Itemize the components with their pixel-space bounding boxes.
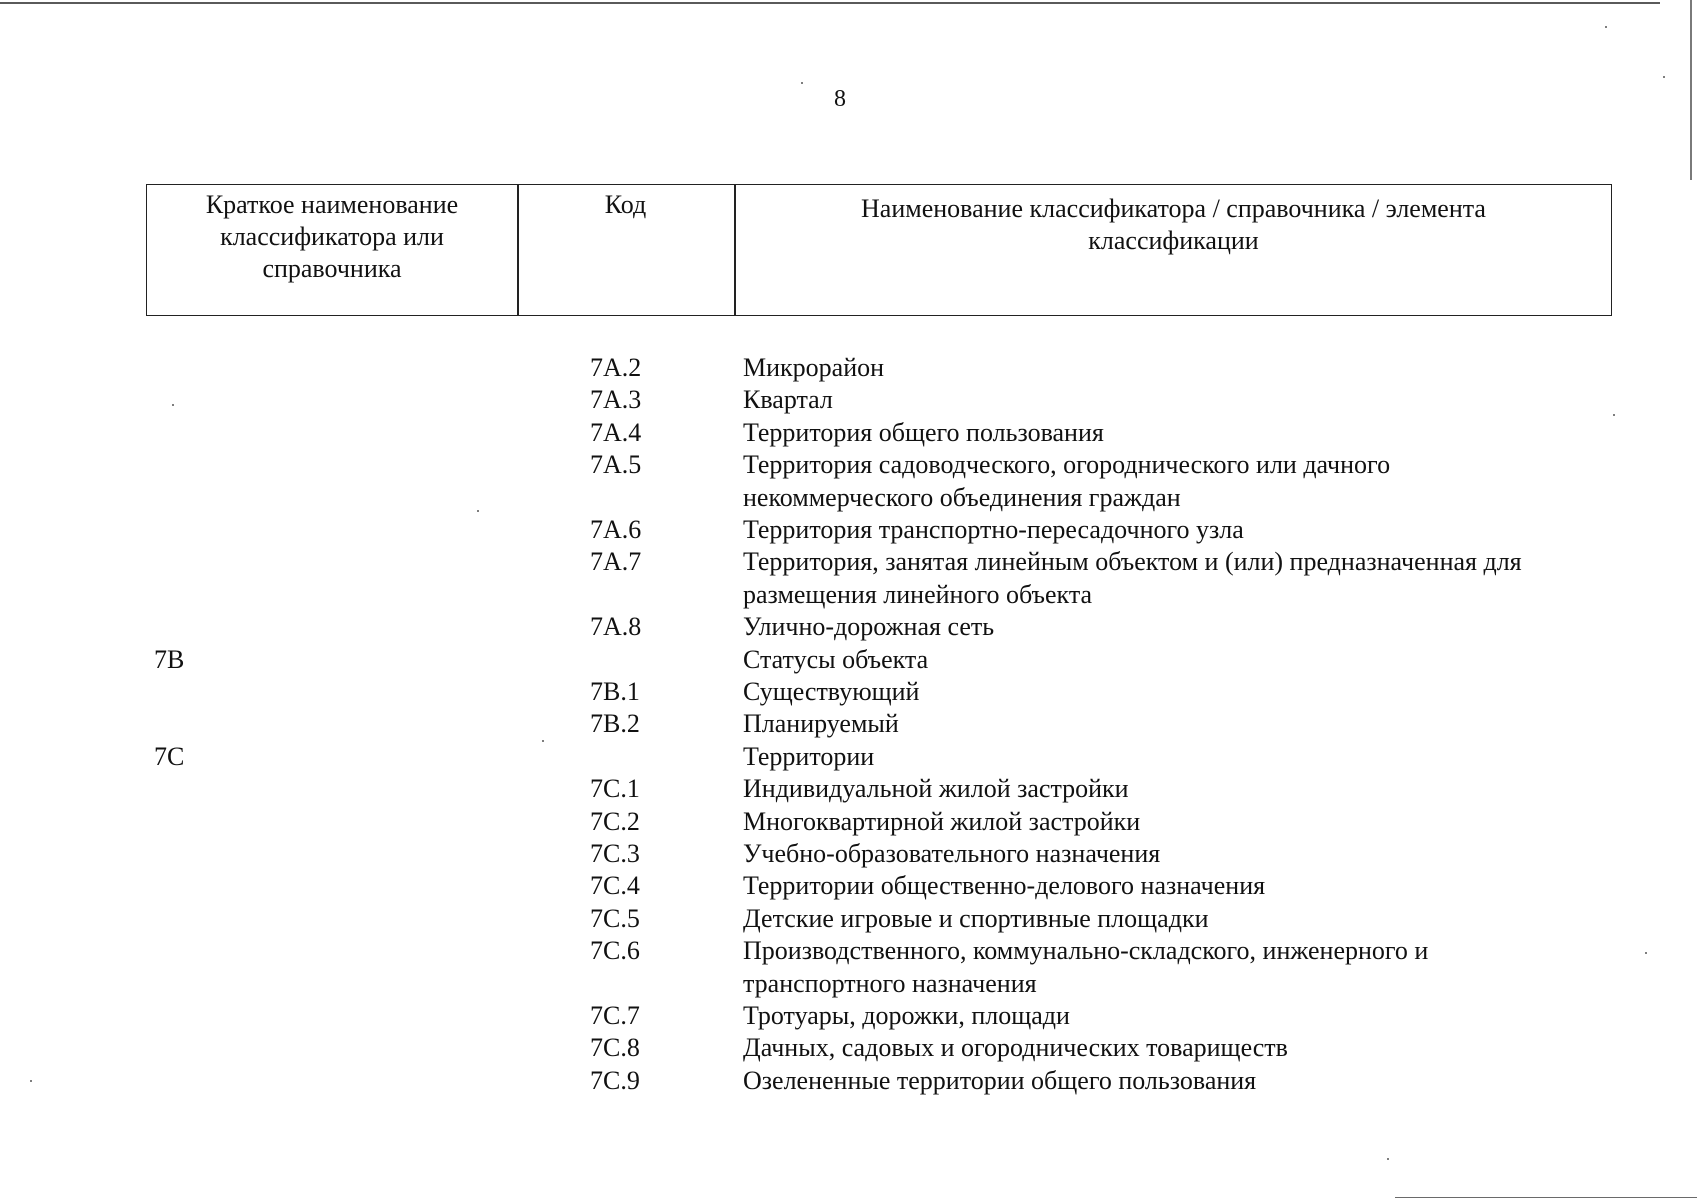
item-name: Территория садоводческого, огороднического или дачного — [743, 450, 1391, 480]
item-code: 7A.3 — [590, 385, 642, 415]
scan-speck — [30, 1080, 32, 1082]
item-name: Производственного, коммунально-складского, инженерного и — [743, 936, 1429, 966]
item-name: Тротуары, дорожки, площади — [743, 1001, 1070, 1030]
item-code: 7B.2 — [590, 709, 640, 739]
scan-speck — [542, 740, 544, 742]
item-code: 7B.1 — [590, 677, 640, 706]
item-name: Планируемый — [743, 709, 899, 739]
item-name: Существующий — [743, 677, 920, 706]
item-name: транспортного назначения — [743, 968, 1037, 998]
item-code: 7C.5 — [590, 903, 640, 933]
item-name: Микрорайон — [743, 353, 885, 382]
item-code: 7A.8 — [590, 612, 642, 642]
scan-edge-bottom — [1395, 1197, 1697, 1198]
header-code: Код — [604, 190, 647, 219]
scan-speck — [1387, 1158, 1389, 1160]
item-code: 7C.4 — [590, 871, 640, 901]
item-name: Территория общего пользования — [743, 417, 1104, 447]
item-name: Статусы объекта — [743, 644, 929, 674]
item-code: 7C.3 — [590, 839, 640, 868]
item-code: 7C.2 — [590, 806, 640, 836]
header-short-name: Краткое наименование классификатора или справочника — [205, 190, 459, 283]
item-name: Индивидуальной жилой застройки — [743, 774, 1129, 804]
item-name: Квартал — [743, 385, 833, 415]
item-code: 7A.4 — [590, 417, 642, 447]
item-code: 7A.6 — [590, 515, 642, 544]
scan-speck — [1663, 76, 1665, 78]
scan-speck — [1613, 414, 1615, 416]
scan-speck — [172, 404, 174, 406]
item-code: 7C.9 — [590, 1065, 640, 1095]
group-code: 7C — [154, 741, 185, 771]
item-code: 7A.7 — [590, 547, 642, 577]
item-name: Учебно-образовательного назначения — [743, 839, 1161, 868]
scan-edge-top — [0, 2, 1660, 4]
item-code: 7A.5 — [590, 450, 642, 480]
group-code: 7B — [154, 644, 185, 674]
scan-speck — [477, 510, 479, 512]
scan-speck — [801, 82, 803, 84]
item-name: Территории — [743, 741, 875, 771]
page-number: 8 — [834, 86, 846, 112]
item-name: размещения линейного объекта — [743, 579, 1093, 609]
item-name: Дачных, садовых и огороднических товариществ — [743, 1033, 1288, 1063]
scan-speck — [1605, 26, 1607, 28]
item-code: 7C.1 — [590, 774, 640, 804]
item-name: Многоквартирной жилой застройки — [743, 806, 1141, 836]
item-name: Детские игровые и спортивные площадки — [743, 903, 1209, 933]
item-code: 7C.7 — [590, 1001, 640, 1030]
table-header — [146, 184, 1612, 316]
item-name: Территория, занятая линейным объектом и (или) предназначенная для — [743, 547, 1522, 577]
header-name: Наименование классификатора / справочника / элемента классификации — [861, 194, 1486, 255]
scan-speck — [1645, 952, 1647, 954]
item-code: 7A.2 — [590, 353, 642, 382]
item-name: Территории общественно-делового назначения — [743, 871, 1266, 901]
item-name: Озелененные территории общего пользования — [743, 1065, 1257, 1095]
scan-edge-right — [1690, 0, 1692, 180]
item-code: 7C.8 — [590, 1033, 640, 1063]
item-name: Территория транспортно-пересадочного узла — [743, 515, 1244, 544]
item-name: Улично-дорожная сеть — [743, 612, 995, 642]
item-name: некоммерческого объединения граждан — [743, 482, 1181, 512]
item-code: 7C.6 — [590, 936, 640, 966]
